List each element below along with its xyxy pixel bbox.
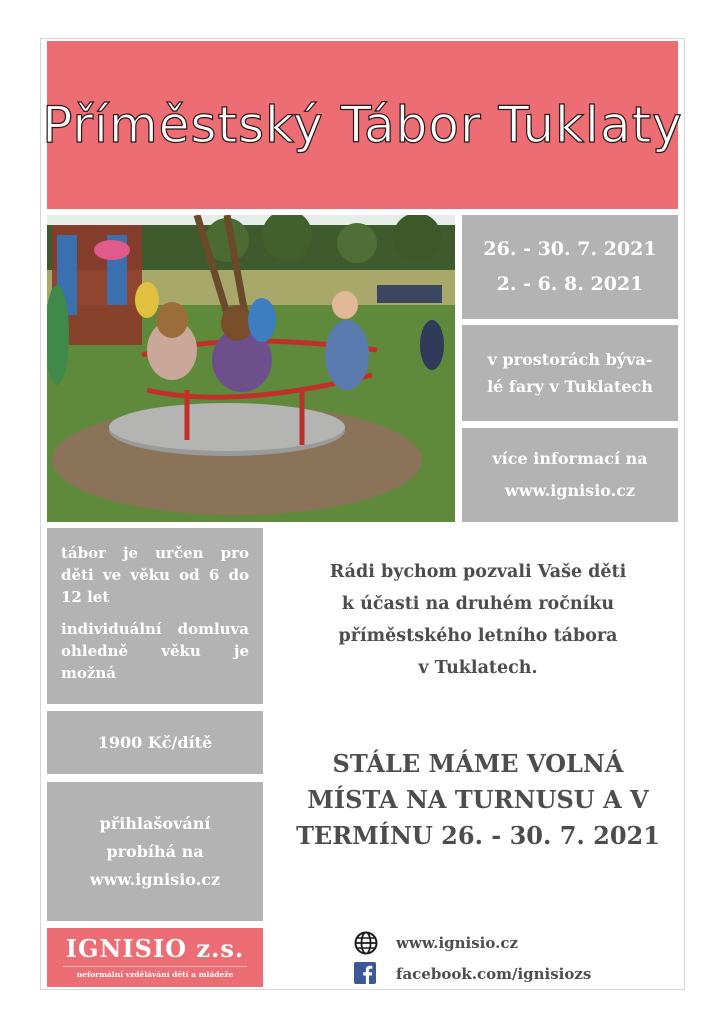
location-line-1: v prostorách býva- xyxy=(487,350,653,369)
info-box xyxy=(462,428,678,522)
price-box xyxy=(47,711,263,774)
signup-box xyxy=(47,782,263,921)
invite-line-2: k účasti na druhém ročníku xyxy=(341,594,615,614)
title-banner xyxy=(42,41,683,209)
age-range-text: tábor je určen pro děti ve věku od 6 do 12 let xyxy=(61,544,249,606)
invite-line-1: Rádi bychom pozvali Vaše děti xyxy=(329,562,627,582)
availability-headline xyxy=(278,746,678,854)
price-text: 1900 Kč/dítě xyxy=(97,733,213,752)
signup-url: www.ignisio.cz xyxy=(89,869,221,889)
website-link[interactable]: www.ignisio.cz xyxy=(396,934,518,952)
facebook-link[interactable]: facebook.com/ignisiozs xyxy=(396,965,592,983)
location-box xyxy=(462,325,678,421)
headline-line-1: STÁLE MÁME VOLNÁ xyxy=(332,749,624,778)
website-contact xyxy=(354,931,518,955)
globe-icon xyxy=(354,931,378,955)
signup-line-1: přihlašování xyxy=(99,813,211,833)
date-range-1: 26. - 30. 7. 2021 xyxy=(483,238,657,260)
logo-subtitle: neformální vzdělávání dětí a mládeže xyxy=(63,966,247,981)
dates-box xyxy=(462,215,678,319)
ignisio-logo xyxy=(47,928,263,987)
facebook-contact xyxy=(354,962,591,986)
info-line-1: více informací na xyxy=(492,449,648,468)
age-box xyxy=(47,528,263,704)
location-line-2: lé fary v Tuklatech xyxy=(487,377,653,396)
headline-line-2: MÍSTA NA TURNUSU A V xyxy=(307,785,649,814)
invite-line-4: v Tuklatech. xyxy=(418,658,538,678)
invitation-text xyxy=(278,556,678,684)
age-note-text: individuální domluva ohledně věku je možná xyxy=(61,620,249,682)
date-range-2: 2. - 6. 8. 2021 xyxy=(496,273,644,295)
facebook-icon xyxy=(354,962,378,986)
playground-photo xyxy=(47,215,455,522)
poster-title: Příměstský Tábor Tuklaty xyxy=(42,96,683,154)
invite-line-3: příměstského letního tábora xyxy=(338,626,618,646)
logo-name: IGNISIO z.s. xyxy=(65,934,245,963)
signup-line-2: probíhá na xyxy=(106,841,204,861)
headline-line-3: TERMÍNU 26. - 30. 7. 2021 xyxy=(296,821,660,850)
info-url: www.ignisio.cz xyxy=(504,481,636,500)
